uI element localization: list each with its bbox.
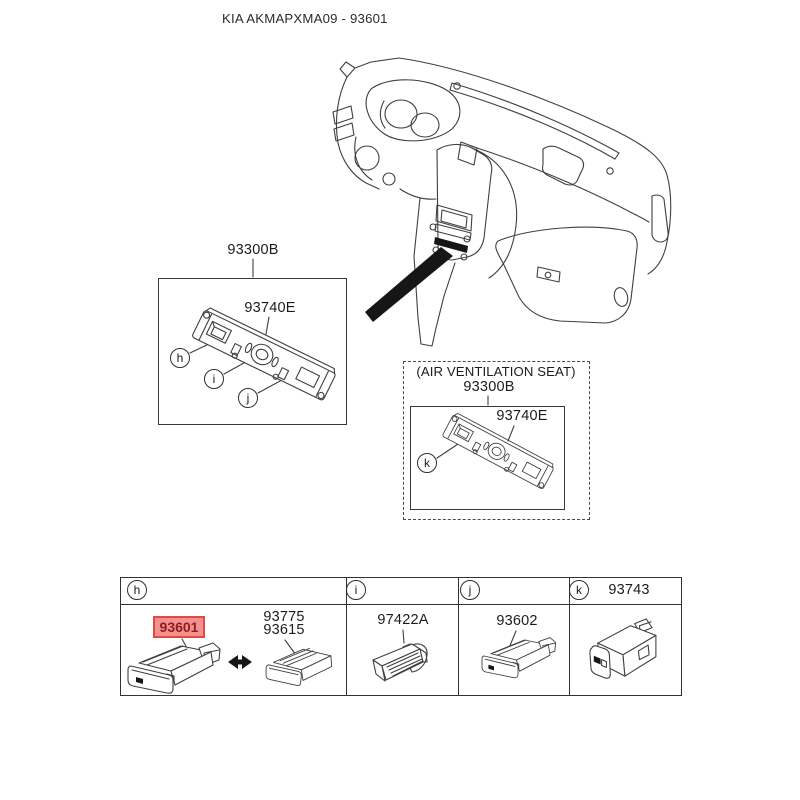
main-bracket-label: 93740E [244,300,296,316]
part-number-97422a: 97422A [377,612,429,628]
part-number-93602: 93602 [496,613,538,629]
table-grid-line [121,604,681,605]
table-header-callout-k: k [569,580,589,600]
callout-j: j [238,388,258,408]
part-number-93601: 93601 [159,619,199,635]
main-assembly-label: 93300B [227,242,279,258]
part-number-93775: 93775 [263,609,305,625]
table-header-callout-i: i [346,580,366,600]
callout-h: h [170,348,190,368]
vent-assembly-caption: (AIR VENTILATION SEAT) [416,364,576,379]
table-grid-line [458,578,459,695]
callout-i: i [204,369,224,389]
vent-bracket-label: 93740E [496,408,548,424]
page-title: KIA AKMAPXMA09 - 93601 [222,11,388,26]
highlighted-part-box [153,616,205,638]
part-number-93615: 93615 [263,622,305,638]
table-header-callout-j: j [460,580,480,600]
callout-k: k [417,453,437,473]
table-header-callout-h: h [127,580,147,600]
vent-assembly-label: 93300B [463,379,515,395]
part-number-93743: 93743 [608,582,650,598]
